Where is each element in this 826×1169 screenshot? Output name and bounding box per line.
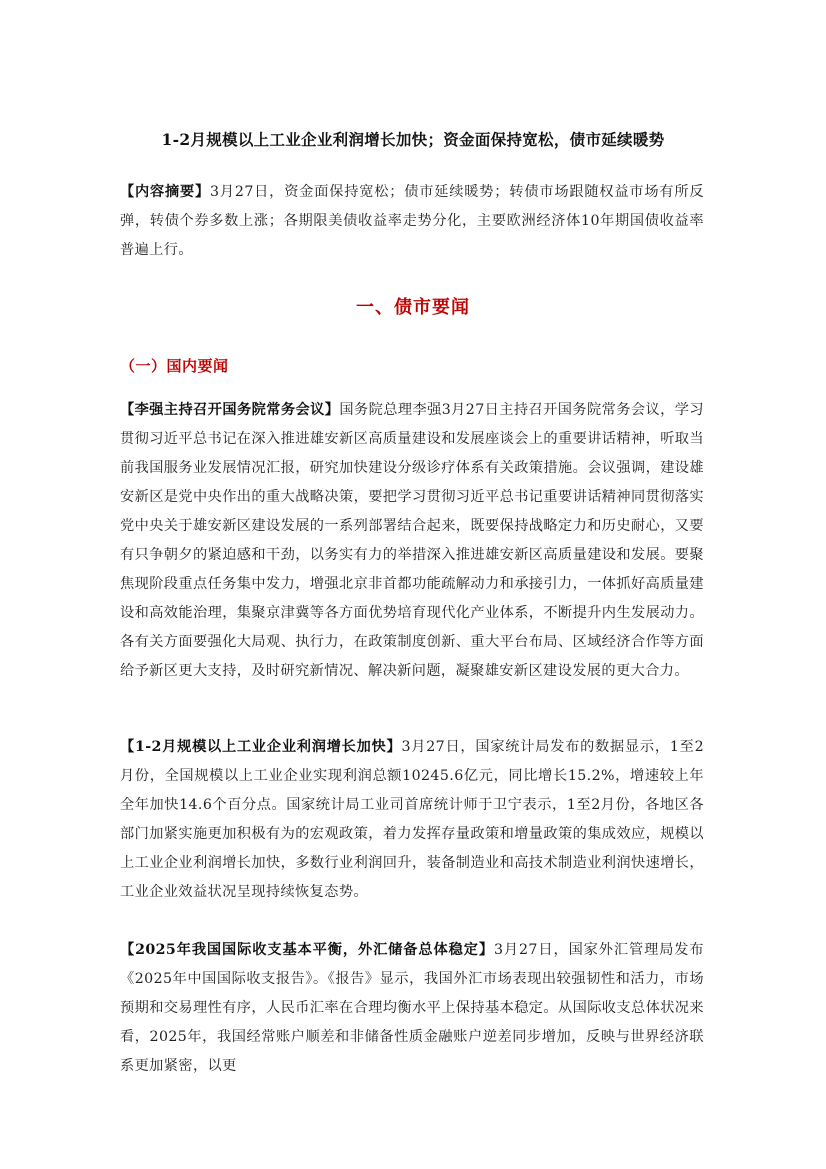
news-item [120, 733, 704, 907]
news-headline: 【2025年我国国际收支基本平衡，外汇储备总体稳定】 [120, 942, 494, 958]
summary-text: 3月27日，资金面保持宽松；债市延续暖势；转债市场跟随权益市场有所反弹，转债个券多数上涨；各期限美债收益率走势分化，主要欧洲经济体10年期国债收益率普遍上行。 [120, 184, 704, 258]
summary-label: 【内容摘要】 [120, 184, 211, 200]
section-heading: 一、债市要闻 [356, 297, 470, 318]
news-body: 国务院总理李强3月27日主持召开国务院常务会议，学习贯彻习近平总书记在深入推进雄安新区高质量建设和发展座谈会上的重要讲话精神，听取当前我国服务业发展情况汇报，研究加快建设分级诊疗体系有关政策措施。会议强调，建设雄安新区是党中央作出的重大战略决策，要把学习贯彻习近平总书记重要讲话精神同贯彻落实党中央关于雄安新区建设发展的一系列部署结合起来，既要保持战略定力和历史耐心，又要有只争朝夕的紧迫感和干劲，以务实有力的举措深入推进雄安新区高质量建设和发展。要聚焦现阶段重点任务集中发力，增强北京非首都功能疏解动力和承接引力，一体抓好高质量建设和高效能治理，集聚京津冀等各方面优势培育现代化产业体系，不断提升内生发展动力。各有关方面要强化大局观、执行力，在政策制度创新、重大平台布局、区域经济合作等方面给予新区更大支持，及时研究新情况、解决新问题，凝聚雄安新区建设发展的更大合力。 [120, 402, 704, 679]
news-item [120, 396, 704, 686]
news-headline: 【李强主持召开国务院常务会议】 [120, 402, 340, 418]
summary-paragraph [120, 178, 704, 265]
news-headline: 【1-2月规模以上工业企业利润增长加快】 [120, 739, 402, 755]
document-title: 1-2月规模以上工业企业利润增长加快；资金面保持宽松，债市延续暖势 [161, 130, 665, 149]
news-item [120, 936, 704, 1081]
news-body: 3月27日，国家外汇管理局发布《2025年中国国际收支报告》。《报告》显示，我国外汇市场表现出较强韧性和活力，市场预期和交易理性有序，人民币汇率在合理均衡水平上保持基本稳定。从国际收支总体状况来看，2025年，我国经常账户顺差和非储备性质金融账户逆差同步增加，反映与世界经济联系更加紧密，以更 [120, 942, 704, 1074]
news-body: 3月27日，国家统计局发布的数据显示，1至2月份，全国规模以上工业企业实现利润总额10245.6亿元，同比增长15.2%，增速较上年全年加快14.6个百分点。国家统计局工业司首席统计师于卫宁表示，1至2月份，各地区各部门加紧实施更加积极有为的宏观政策，着力发挥存量政策和增量政策的集成效应，规模以上工业企业利润增长加快，多数行业利润回升，装备制造业和高技术制造业利润快速增长，工业企业效益状况呈现持续恢复态势。 [120, 739, 704, 900]
subsection-heading: （一）国内要闻 [120, 357, 229, 375]
